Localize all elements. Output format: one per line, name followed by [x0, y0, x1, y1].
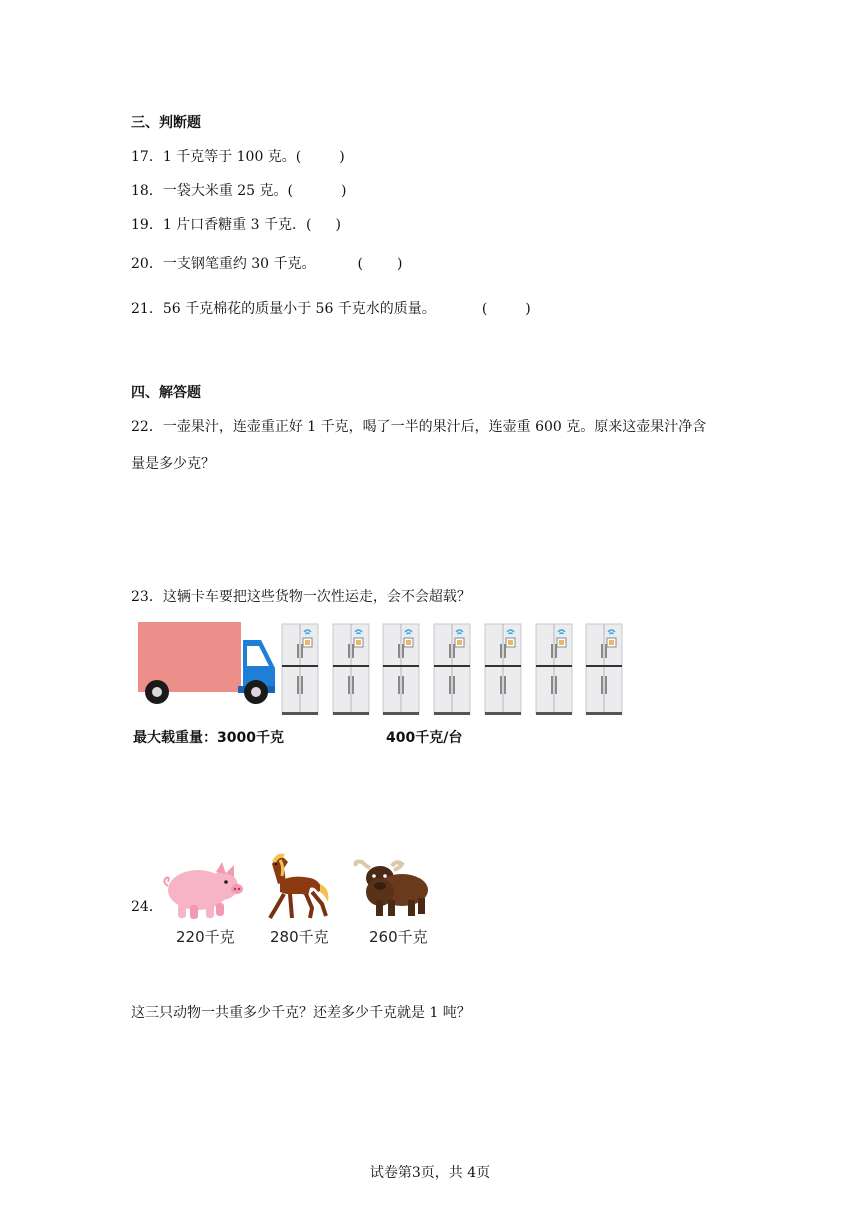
truck-capacity-caption: 最大载重量：3000千克: [133, 730, 284, 746]
question-text: 1 片口香糖重 3 千克．(: [162, 217, 312, 233]
question-24-number: 24．: [131, 899, 163, 915]
horse-weight-label: 280千克: [270, 928, 329, 946]
question-19: [131, 214, 341, 234]
answer-close-paren: ): [339, 149, 345, 165]
yak-icon: [352, 858, 432, 920]
fridge-weight-caption: 400千克/台: [386, 730, 463, 746]
question-number: 20．: [131, 256, 163, 272]
question-number: 23．: [131, 589, 163, 605]
refrigerator-icon: [586, 624, 622, 715]
refrigerator-icon: [333, 624, 369, 715]
answer-close-paren: ): [341, 183, 347, 199]
pig-weight-label: 220千克: [176, 928, 235, 946]
question-22-line1: [131, 416, 706, 436]
question-text: 56 千克棉花的质量小于 56 千克水的质量。: [162, 301, 436, 317]
question-text: 这辆卡车要把这些货物一次性运走，会不会超载？: [162, 589, 471, 605]
question-number: 17．: [131, 149, 163, 165]
question-number: 19．: [131, 217, 163, 233]
question-text: 一支钢笔重约 30 千克。: [162, 256, 316, 272]
question-18: [131, 180, 346, 200]
answer-open-paren: (: [481, 301, 488, 317]
refrigerator-icon: [536, 624, 572, 715]
question-number: 22．: [131, 419, 163, 435]
truck-icon: [136, 620, 278, 706]
pig-icon: [160, 860, 246, 922]
question-text: 一袋大米重 25 克。(: [162, 183, 294, 199]
yak-weight-label: 260千克: [369, 928, 428, 946]
refrigerator-icon: [434, 624, 470, 715]
question-20: [131, 253, 402, 273]
question-text: 1 千克等于 100 克。(: [162, 149, 302, 165]
refrigerator-icon: [383, 624, 419, 715]
question-17: [131, 146, 345, 166]
horse-icon: [262, 852, 334, 922]
question-22-line2: 量是多少克？: [131, 456, 215, 472]
question-number: 18．: [131, 183, 163, 199]
question-number: 21．: [131, 301, 163, 317]
question-21: [131, 298, 531, 318]
question-23: [131, 586, 471, 606]
answer-open-paren: (: [357, 256, 364, 272]
question-text: 一壶果汁，连壶重正好 1 千克，喝了一半的果汁后，连壶重 600 克。原来这壶果汁净含: [162, 419, 707, 435]
refrigerator-icon: [485, 624, 521, 715]
answer-close-paren: ): [397, 256, 403, 272]
page-footer: 试卷第3页，共 4页: [369, 1165, 491, 1181]
section-3-title: 三、判断题: [131, 115, 201, 131]
refrigerator-row: [280, 622, 630, 718]
answer-close-paren: ): [335, 217, 341, 233]
refrigerator-icon: [282, 624, 318, 715]
answer-close-paren: ): [525, 301, 531, 317]
section-4-title: 四、解答题: [131, 385, 201, 401]
question-24-text: 这三只动物一共重多少千克？还差多少千克就是 1 吨？: [131, 1005, 471, 1021]
